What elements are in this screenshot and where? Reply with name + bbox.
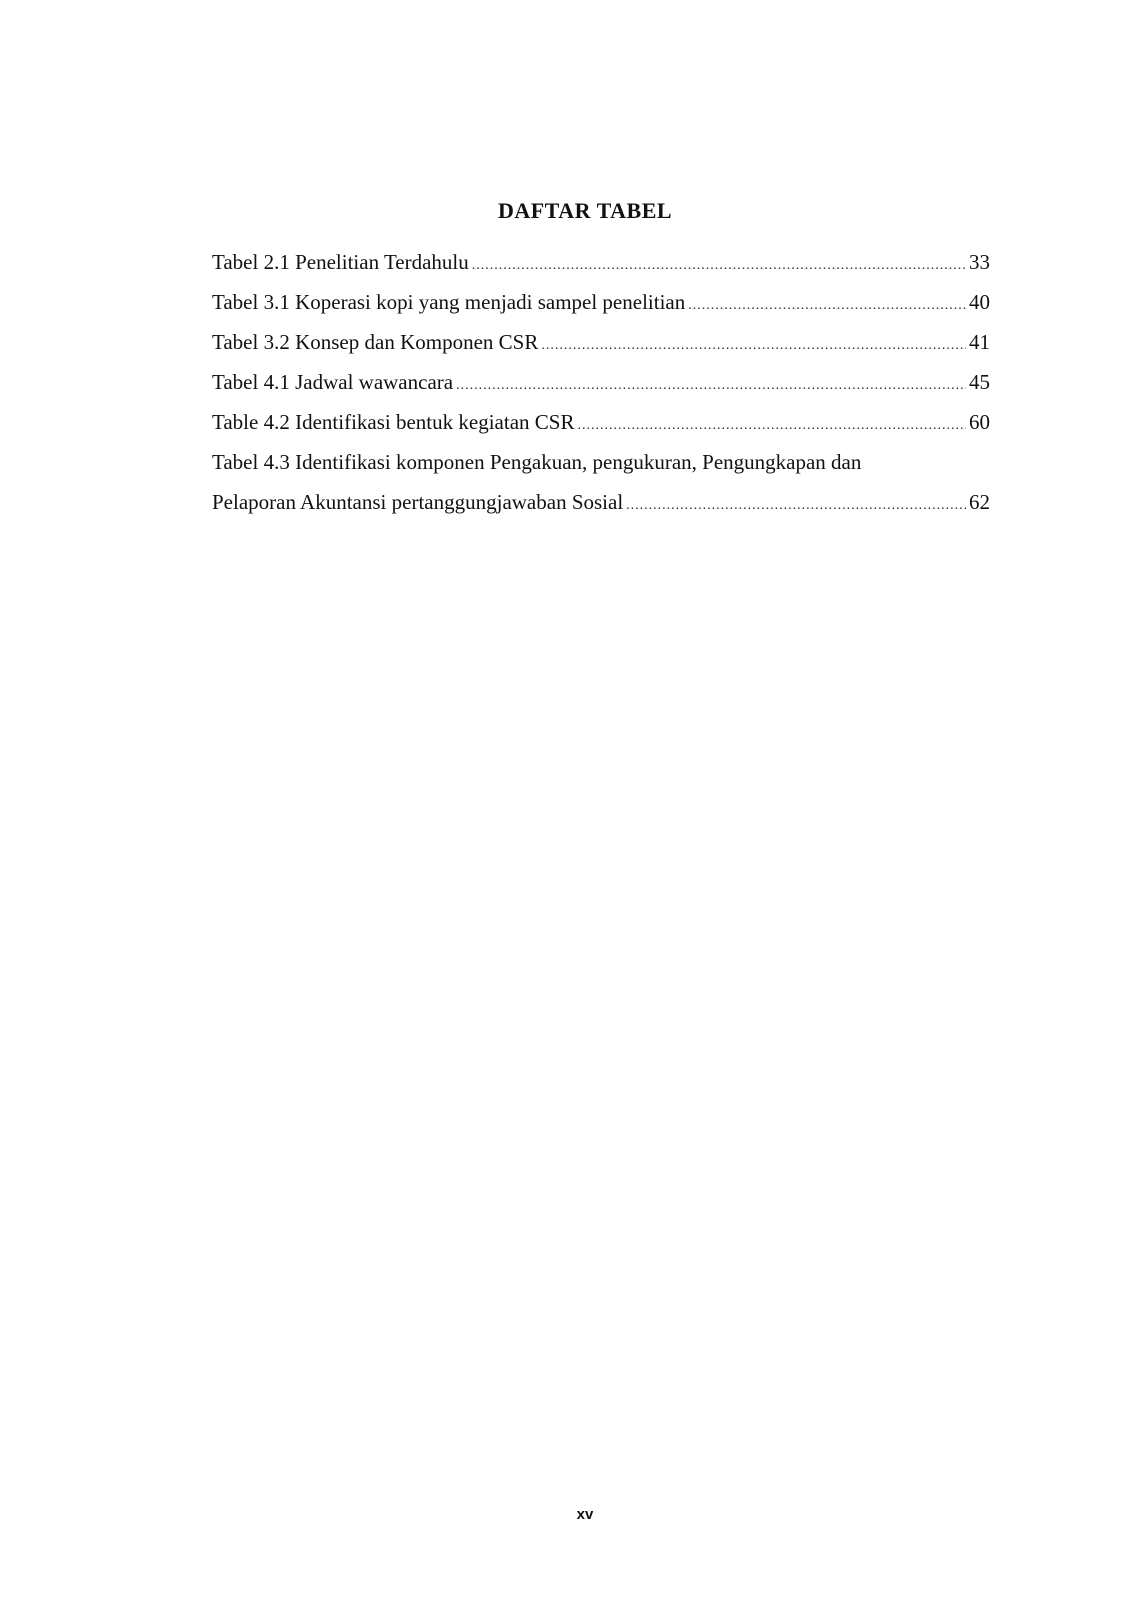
dot-leader (688, 286, 966, 326)
page-number: xv (576, 1506, 594, 1523)
toc-entry[interactable] (212, 282, 990, 322)
toc-entry-label-line2: Pelaporan Akuntansi pertanggungjawaban Sosial (212, 490, 624, 514)
dot-leader (577, 406, 966, 446)
toc-entry-label: Tabel 3.1 Koperasi kopi yang menjadi sampel penelitian (212, 290, 686, 314)
dot-leader (472, 246, 966, 286)
toc-entry-page: 60 (969, 410, 990, 434)
toc-entry-label: Tabel 3.2 Konsep dan Komponen CSR (212, 330, 539, 354)
toc-entry-label: Table 4.2 Identifikasi bentuk kegiatan CSR (212, 410, 575, 434)
table-of-tables (212, 242, 990, 522)
toc-entry-page: 45 (969, 370, 990, 394)
toc-entry[interactable] (212, 402, 990, 442)
dot-leader (626, 486, 966, 526)
toc-entry-label: Tabel 4.1 Jadwal wawancara (212, 370, 454, 394)
dot-leader (541, 326, 966, 366)
toc-entry-page: 41 (969, 330, 990, 354)
toc-entry-label: Tabel 2.1 Penelitian Terdahulu (212, 250, 469, 274)
toc-entry-label-line1: Tabel 4.3 Identifikasi komponen Pengakuan, pengukuran, Pengungkapan dan (212, 450, 862, 474)
page-title: DAFTAR TABEL (497, 198, 673, 223)
dot-leader (456, 366, 966, 406)
toc-entry[interactable] (212, 242, 990, 282)
toc-entry[interactable] (212, 322, 990, 362)
toc-entry-page: 62 (969, 490, 990, 514)
toc-entry-page: 33 (969, 250, 990, 274)
toc-entry[interactable] (212, 362, 990, 402)
toc-entry-page: 40 (969, 290, 990, 314)
toc-entry-continuation (212, 482, 990, 522)
toc-entry-multiline[interactable] (212, 442, 990, 522)
